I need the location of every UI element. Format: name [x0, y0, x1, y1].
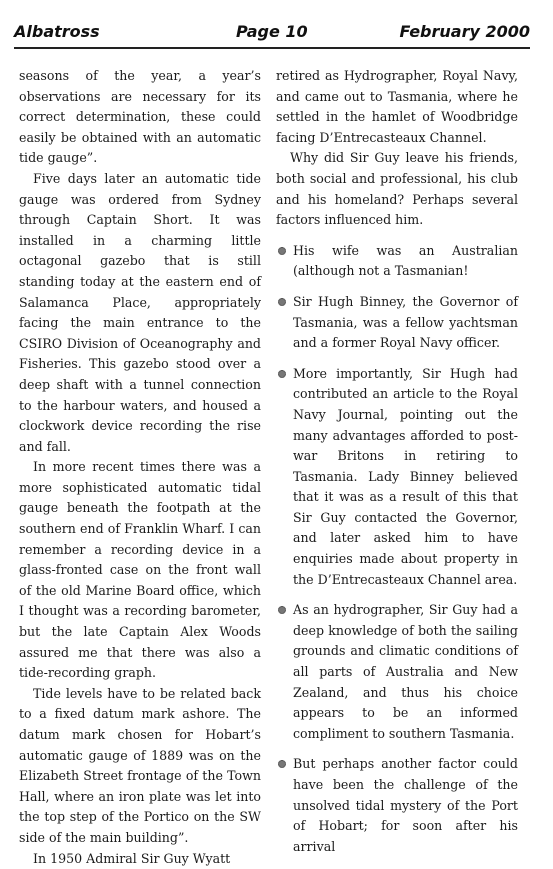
list-item-text: His wife was an Australian (although not a Tasmanian!: [293, 242, 518, 279]
page-header: [14, 21, 530, 43]
paragraph: seasons of the year, a year’s observations are necessary for its correct determination, these could easily be obtained with an automatic tide gauge”.: [19, 68, 261, 166]
list-item-text: As an hydrographer, Sir Guy had a deep knowledge of both the sailing grounds and climatic conditions of all parts of Australia and New Zealand, and thus his choice appears to be an informed compliment to southern Tasmania.: [293, 602, 518, 741]
paragraph: In more recent times there was a more sophisticated automatic tidal gauge beneath the footpath at the southern end of Franklin Wharf. I can remember a recording device in a glass-fronted case on the front wall of the old Marine Board office, which I thought was a recording barometer, but the late Captain Alex Woods assured me that there was also a tide-recording graph.: [19, 459, 261, 681]
left-column: [19, 66, 261, 869]
page-number: Page 10: [236, 22, 308, 41]
list-item-text: More importantly, Sir Hugh had contributed an article to the Royal Navy Journal, pointing out the many advantages afforded to post-war Britons in retiring to Tasmania. Lady Binney believed that it was as a result of this that Sir Guy contacted the Governor, and later asked him to have enquiries made about property in the D’Entrecasteaux Channel area.: [293, 365, 518, 587]
paragraph: Tide levels have to be related back to a fixed datum mark ashore. The datum mark chosen for Hobart’s automatic gauge of 1889 was on the Elizabeth Street frontage of the Town Hall, where an iron plate was let into the top step of the Portico on the SW side of the main building”.: [19, 685, 261, 845]
list-item: [276, 364, 518, 591]
paragraph: retired as Hydrographer, Royal Navy, and came out to Tasmania, where he settled in the hamlet of Woodbridge facing D’Entrecasteaux Channel.: [276, 68, 518, 145]
bullet-icon: [278, 760, 286, 768]
bullet-icon: [278, 247, 286, 255]
factor-list: [276, 241, 518, 858]
bullet-icon: [278, 298, 286, 306]
issue-date: February 2000: [399, 22, 530, 41]
list-item: [276, 241, 518, 282]
paragraph: Five days later an automatic tide gauge was ordered from Sydney through Captain Short. It was installed in a charming little octagonal gazebo that is still standing today at the eastern end of Salamanca Place, appropriately facing the main entrance to the CSIRO Division of Oceanography and Fisheries. This gazebo stood over a deep shaft with a tunnel connection to the harbour waters, and housed a clockwork device recording the rise and fall.: [19, 170, 261, 454]
bullet-icon: [278, 370, 286, 378]
list-item-text: Sir Hugh Binney, the Governor of Tasmania, was a fellow yachtsman and a former Royal Navy officer.: [293, 293, 518, 351]
bullet-icon: [278, 606, 286, 614]
publication-title: Albatross: [14, 22, 100, 41]
list-item-text: But perhaps another factor could have been the challenge of the unsolved tidal mystery of the Port of Hobart; for soon after his arrival: [293, 756, 518, 854]
list-item: [276, 292, 518, 354]
right-column: [276, 66, 518, 867]
paragraph: In 1950 Admiral Sir Guy Wyatt: [33, 850, 231, 866]
header-rule: [14, 47, 530, 49]
paragraph: Why did Sir Guy leave his friends, both social and professional, his club and his homeland? Perhaps several factors influenced him.: [276, 150, 518, 228]
list-item: [276, 754, 518, 857]
list-item: [276, 600, 518, 744]
